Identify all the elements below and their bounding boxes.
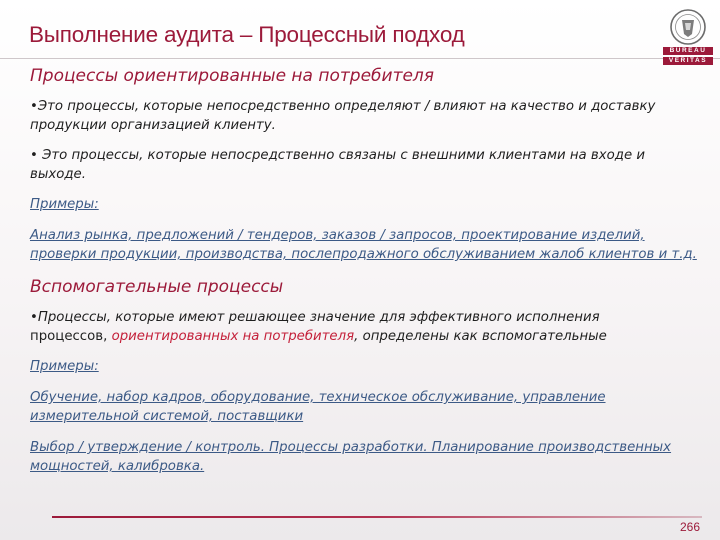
examples-development-processes-link[interactable]: Выбор / утверждение / контроль. Процессы разработки. Планирование производственных мощностей, калибровка.: [30, 440, 672, 474]
examples-support-processes-link[interactable]: Обучение, набор кадров, оборудование, техническое обслуживание, управление измерительной системой, поставщики: [30, 390, 606, 424]
bullet-support-text-3: , определены как вспомогательные: [354, 329, 607, 344]
section-heading-customer-processes: Процессы ориентированные на потребителя: [30, 66, 435, 86]
bullet-support-text-2: процессов,: [30, 329, 112, 344]
bullet-support-text-1: •Процессы, которые имеют решающее значение для эффективного исполнения: [30, 310, 600, 325]
bullet-customer-processes-2: • Это процессы, которые непосредственно связаны с внешними клиентами на входе и выходе.: [30, 148, 646, 182]
slide-title: Выполнение аудита – Процессный подход: [29, 22, 465, 47]
logo-text-veritas: VERITAS: [663, 57, 713, 65]
logo-text-bureau: BUREAU: [663, 47, 713, 55]
page-number: 266: [680, 520, 701, 534]
bullet-customer-processes-1: •Это процессы, которые непосредственно определяют / влияют на качество и доставку продукции организацией клиенту.: [30, 99, 656, 133]
bullet-support-processes: [30, 308, 700, 346]
examples-customer-processes-link[interactable]: Анализ рынка, предложений / тендеров, заказов / запросов, проектирование изделий, проверки продукции, производства, послепродажного обслуживанием жалоб клиентов и т.д.: [30, 228, 697, 262]
bullet-support-accent: ориентированных на потребителя: [111, 329, 355, 344]
title-divider: [0, 58, 720, 59]
examples-label-link-2[interactable]: Примеры:: [30, 359, 99, 374]
slide-content: [30, 66, 700, 488]
examples-label-link[interactable]: Примеры:: [30, 197, 99, 212]
footer-divider: [52, 516, 702, 518]
section-heading-support-processes: Вспомогательные процессы: [30, 277, 284, 297]
